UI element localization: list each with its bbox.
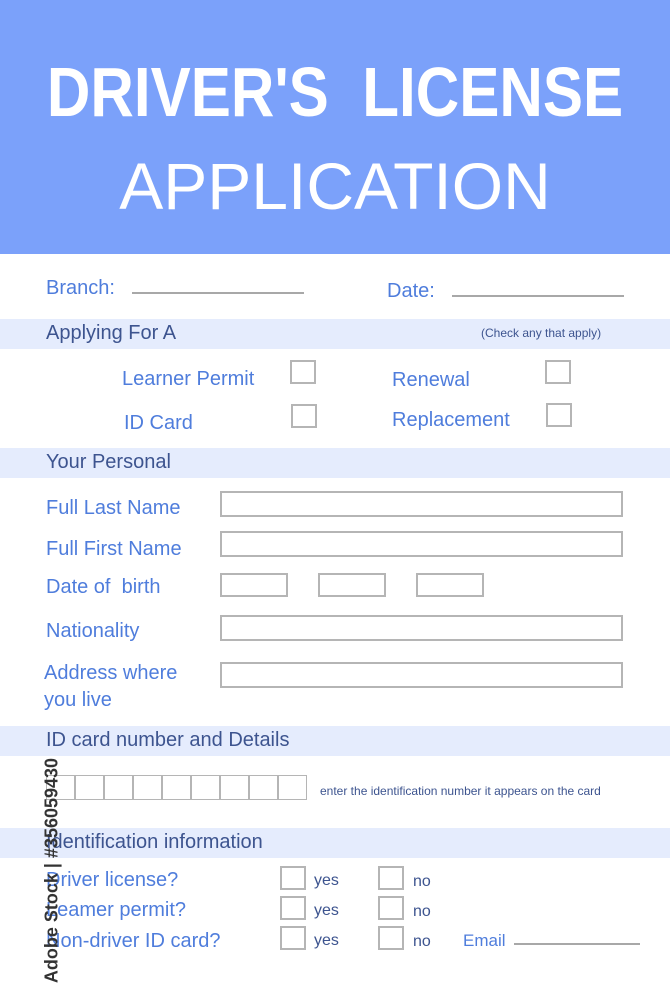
- id-card-checkbox[interactable]: [291, 404, 317, 428]
- learner-permit-no-checkbox[interactable]: [378, 896, 404, 920]
- id-number-boxes: [46, 775, 307, 800]
- watermark: Adobe Stock | #356059430: [41, 757, 62, 984]
- form-subtitle: APPLICATION: [119, 149, 551, 223]
- birth-day-input[interactable]: [220, 573, 288, 597]
- field-label: Address where you live: [44, 662, 178, 711]
- email-field[interactable]: [514, 943, 640, 945]
- id-digit-box[interactable]: [162, 775, 191, 800]
- id-hint: enter the identification number it appears on the card: [320, 784, 601, 798]
- field-label: Full Last Name: [46, 497, 181, 519]
- birth-month-input[interactable]: [318, 573, 386, 597]
- id-digit-box[interactable]: [75, 775, 104, 800]
- field-label: Date of birth: [46, 576, 161, 598]
- branch-label: Branch:: [46, 277, 115, 299]
- address-input[interactable]: [220, 662, 623, 688]
- branch-field[interactable]: [132, 292, 304, 294]
- id-digit-box[interactable]: [220, 775, 249, 800]
- id-digit-box[interactable]: [249, 775, 278, 800]
- id-digit-box[interactable]: [278, 775, 307, 800]
- section-title: Applying For A: [46, 322, 177, 344]
- last-name-input[interactable]: [220, 491, 623, 517]
- section-title: Identification information: [46, 831, 263, 853]
- birth-year-input[interactable]: [416, 573, 484, 597]
- date-label: Date:: [387, 280, 435, 302]
- first-name-input[interactable]: [220, 531, 623, 557]
- date-field[interactable]: [452, 295, 624, 297]
- driver-license-yes-checkbox[interactable]: [280, 866, 306, 890]
- yes-label: yes: [314, 932, 339, 949]
- yes-label: yes: [314, 872, 339, 889]
- section-title: Your Personal: [46, 451, 171, 473]
- yes-label: yes: [314, 902, 339, 919]
- section-title: ID card number and Details: [46, 729, 290, 751]
- no-label: no: [413, 933, 431, 950]
- question-label: Driver license?: [46, 869, 179, 891]
- field-label: Nationality: [46, 620, 140, 642]
- non-driver-id-yes-checkbox[interactable]: [280, 926, 306, 950]
- driver-license-no-checkbox[interactable]: [378, 866, 404, 890]
- non-driver-id-no-checkbox[interactable]: [378, 926, 404, 950]
- learner-permit-checkbox[interactable]: [290, 360, 316, 384]
- no-label: no: [413, 873, 431, 890]
- email-label: Email: [463, 931, 506, 950]
- id-digit-box[interactable]: [133, 775, 162, 800]
- option-label: Replacement: [392, 409, 510, 431]
- no-label: no: [413, 903, 431, 920]
- learner-permit-yes-checkbox[interactable]: [280, 896, 306, 920]
- option-label: Renewal: [392, 369, 470, 391]
- id-digit-box[interactable]: [104, 775, 133, 800]
- check-hint: (Check any that apply): [481, 326, 602, 340]
- replacement-checkbox[interactable]: [546, 403, 572, 427]
- option-label: ID Card: [124, 412, 193, 434]
- form-title: DRIVER'S LICENSE: [46, 53, 624, 131]
- question-label: Leamer permit?: [46, 899, 187, 921]
- nationality-input[interactable]: [220, 615, 623, 641]
- field-label: Full First Name: [46, 538, 182, 560]
- question-label: Non-driver ID card?: [46, 930, 221, 952]
- id-digit-box[interactable]: [191, 775, 220, 800]
- option-label: Learner Permit: [122, 368, 255, 390]
- renewal-checkbox[interactable]: [545, 360, 571, 384]
